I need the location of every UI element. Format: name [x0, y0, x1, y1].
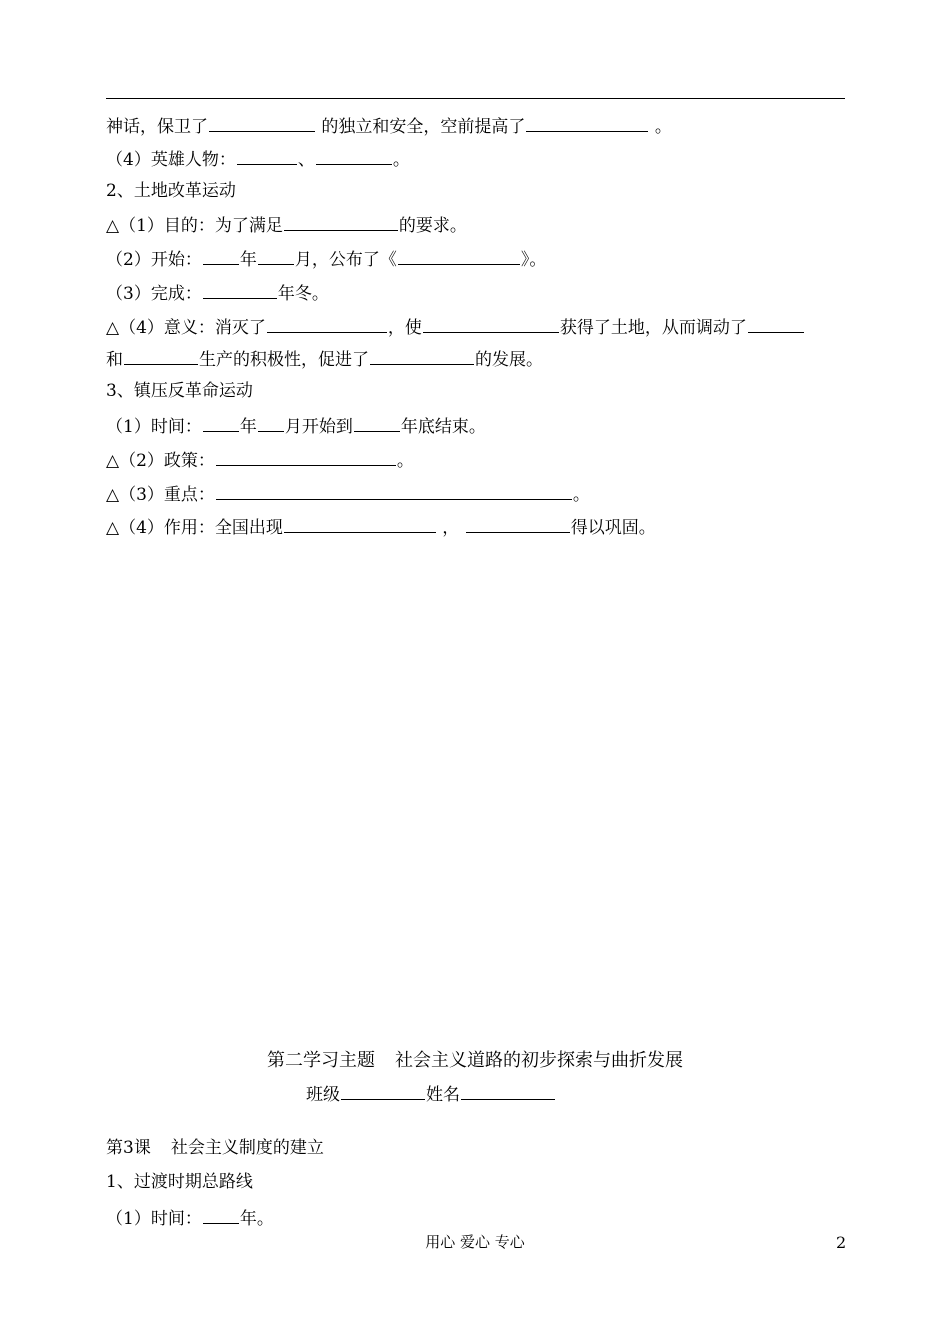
line-text: （1）时间：: [106, 1209, 202, 1229]
line-text: 月，公布了《: [294, 250, 397, 270]
line-text: △（3）重点：: [106, 485, 215, 505]
line-text: 的要求。: [398, 216, 467, 236]
text-line: [106, 281, 329, 305]
section-title-part: 社会主义道路的初步探索与曲折发展: [395, 1050, 683, 1071]
line-text: （3）完成：: [106, 284, 202, 304]
line-text: 的独立和安全，空前提高了: [321, 117, 526, 137]
fill-blank[interactable]: [209, 114, 315, 132]
line-text: 。: [572, 485, 590, 505]
fill-blank[interactable]: [216, 482, 572, 500]
line-text: 生产的积极性，促进了: [199, 350, 369, 370]
line-text: 。: [654, 117, 672, 137]
line-text: 年。: [239, 1209, 274, 1229]
text-line: [106, 482, 590, 506]
header-rule: [106, 98, 845, 99]
fill-blank[interactable]: [398, 247, 520, 265]
text-line: [106, 315, 805, 339]
class-blank[interactable]: [341, 1082, 425, 1100]
fill-blank[interactable]: [267, 315, 387, 333]
line-text: 年: [239, 250, 257, 270]
line-text: （2）开始：: [106, 250, 202, 270]
page-footer: 用心 爱心 专心: [425, 1233, 525, 1251]
name-blank[interactable]: [461, 1082, 555, 1100]
fill-blank[interactable]: [203, 247, 239, 265]
fill-blank[interactable]: [354, 414, 400, 432]
fill-blank[interactable]: [284, 213, 398, 231]
lesson-title: [106, 1137, 324, 1159]
fill-blank[interactable]: [370, 347, 474, 365]
line-text: 年: [239, 417, 257, 437]
line-text: 》。: [520, 250, 547, 270]
line-text: 的发展。: [475, 350, 543, 370]
lesson-number: 第3课: [106, 1138, 151, 1158]
section-heading: 2、土地改革运动: [106, 181, 236, 201]
section-title: [0, 1050, 950, 1072]
name-label: 姓名: [426, 1085, 460, 1105]
line-text: 得以巩固。: [570, 518, 656, 538]
fill-blank[interactable]: [203, 414, 239, 432]
line-text: 和: [106, 350, 123, 370]
text-line: [106, 448, 414, 472]
text-line: [106, 213, 467, 237]
section-heading: 1、过渡时期总路线: [106, 1172, 253, 1192]
line-text: 年冬。: [277, 284, 329, 304]
text-line: [106, 147, 410, 171]
fill-blank[interactable]: [237, 147, 297, 165]
fill-blank[interactable]: [258, 247, 294, 265]
fill-blank[interactable]: [203, 1206, 239, 1224]
line-text: 。: [396, 451, 414, 471]
line-text: ，使: [387, 318, 422, 338]
line-text: （1）时间：: [106, 417, 202, 437]
text-line: [106, 114, 672, 138]
text-line: [106, 1206, 274, 1230]
lesson-name: 社会主义制度的建立: [170, 1138, 324, 1158]
class-name-line: [306, 1082, 556, 1106]
line-text: ，: [442, 518, 460, 538]
fill-blank[interactable]: [466, 515, 570, 533]
section-heading: 3、镇压反革命运动: [106, 381, 253, 401]
fill-blank[interactable]: [748, 315, 804, 333]
line-text: 。: [392, 150, 410, 170]
fill-blank[interactable]: [203, 281, 277, 299]
line-text: △（4）意义：消灭了: [106, 318, 266, 338]
line-text: 月开始到: [284, 417, 353, 437]
fill-blank[interactable]: [216, 448, 396, 466]
text-line: [106, 515, 656, 539]
line-text: 、: [297, 150, 315, 170]
fill-blank[interactable]: [316, 147, 392, 165]
text-line: [106, 247, 546, 271]
fill-blank[interactable]: [423, 315, 559, 333]
fill-blank[interactable]: [526, 114, 648, 132]
fill-blank[interactable]: [124, 347, 198, 365]
class-label: 班级: [306, 1085, 340, 1105]
section-title-part: 第二学习主题: [267, 1050, 375, 1071]
fill-blank[interactable]: [284, 515, 436, 533]
line-text: △（2）政策：: [106, 451, 215, 471]
line-text: 神话，保卫了: [106, 117, 208, 137]
line-text: 年底结束。: [400, 417, 486, 437]
line-text: （4）英雄人物：: [106, 150, 236, 170]
fill-blank[interactable]: [258, 414, 284, 432]
text-line: [106, 347, 543, 371]
line-text: △（4）作用：全国出现: [106, 518, 283, 538]
line-text: △（1）目的：为了满足: [106, 216, 283, 236]
line-text: 获得了土地，从而调动了: [559, 318, 747, 338]
text-line: [106, 414, 486, 438]
page-number: 2: [836, 1233, 847, 1252]
